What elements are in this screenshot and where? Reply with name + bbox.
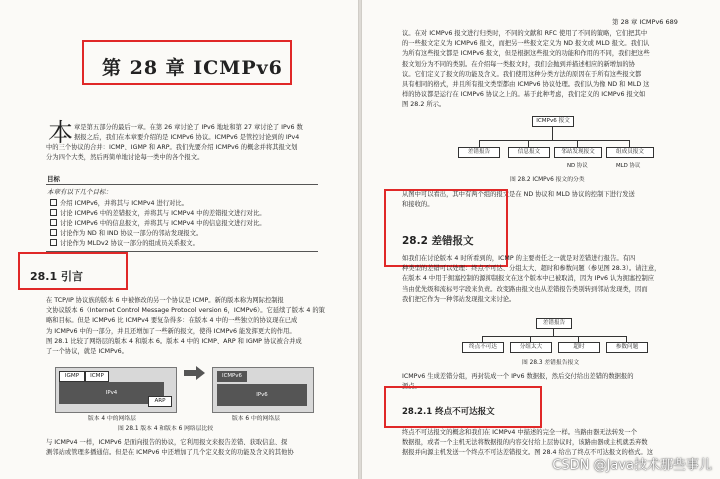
checkbox-icon (50, 219, 57, 226)
v6-layer-panel (212, 367, 314, 413)
ipv6-box: IPv6 (217, 384, 307, 406)
fig2-connector (629, 140, 630, 147)
text-line: 为所有这些报文都是 ICMPv6 报文，但是根据这些报文的功能和作用的不同，我们把这些 (402, 50, 650, 58)
objective-item: 讨论作为 MLDv2 协议一部分的组成员关系报文。 (50, 239, 199, 248)
checkbox-icon (50, 209, 57, 216)
section-paragraph (402, 254, 660, 305)
text-line: 据报并向源主机发送一个终点不可达差错报文。图 28.4 给出了终点不可达报文的格式。这 (402, 449, 654, 457)
v4-label: 版本 4 中的网络层 (88, 416, 136, 422)
text-line: 报文划分为不同的类别。在介绍每一类报文时，我们会抛到并描述相应的新增加的协 (402, 60, 635, 68)
fig2-child: 组成员报文 (606, 147, 654, 158)
checkbox-icon (50, 239, 57, 246)
csdn-watermark: CSDN @Java技术那些事儿 (552, 458, 712, 473)
objective-item: 讨论 ICMPv6 中的差错报文，并将其与 ICMPv4 中的差错报文进行对比。 (50, 209, 266, 218)
fig2-connector (479, 140, 629, 141)
objectives-title: 目标 (47, 175, 60, 183)
figure-caption: 图 28.1 版本 4 和版本 6 网络层比较 (118, 426, 214, 432)
objective-item: 介绍 ICMPv6，并将其与 ICMPv4 进行对比。 (50, 199, 188, 208)
v4-layer-panel (55, 367, 177, 413)
right-page (362, 0, 720, 479)
text-line: 与 ICMPv4 一样，ICMPv6 是面向报告的协议，它利用报文来报告差错、获取信息、探 (46, 439, 288, 446)
igmp-box: IGMP (59, 371, 85, 382)
top-paragraph (402, 29, 650, 111)
intro-line: 据报之后，我们在本章要介绍的是 ICMPv6 协议。ICMPv6 是管控讨论到的 IPv4 (74, 134, 300, 142)
section-title: 28.1 引言 (30, 270, 83, 283)
fig2-connector (479, 140, 480, 147)
v6-label: 版本 6 中的网络层 (232, 416, 280, 422)
text-line: 了一个协议，就是 ICMPv6。 (46, 348, 128, 356)
intro-rest-lines (46, 143, 297, 163)
checkbox-icon (50, 199, 57, 206)
subsection-title: 28.2.1 终点不可达报文 (402, 407, 495, 417)
icmpv6-box: ICMPv6 (217, 371, 247, 382)
intro-line: 章是第五部分的最后一章。在第 26 章讨论了 IPv6 地址和第 27 章讨论了 IPv6 数 (74, 124, 303, 131)
text-line: 测邻站或管理多播通信。但是在 ICMPv6 中还增加了几个定义报文的功能及含义的其他协 (46, 449, 294, 457)
section-title: 28.2 差错报文 (402, 235, 474, 247)
fig3-child: 终点不可达 (462, 342, 504, 353)
text-line: 为 ICMPv6 中的一部分，并且还增加了一些新的报文，使得 ICMPv6 能发挥更大的作用。 (46, 327, 296, 335)
text-line: 如我们在讨论版本 4 时所看到的，ICMP 的主要责任之一就是对差错进行报告。有四 (402, 255, 636, 262)
objective-item: 讨论 ICMPv6 中的信息报文，并将其与 ICMPv4 中的信息报文进行对比。 (50, 219, 266, 228)
fig2-note: MLD 协议 (616, 163, 641, 169)
arrow-shaft (184, 370, 196, 376)
section-paragraph (46, 296, 325, 357)
arrow-right-icon (196, 366, 205, 380)
text-line: 图 28.1 比较了网络层的版本 4 和版本 6。版本 4 中的 ICMP、ARP 和 IGMP 协议被合并成 (46, 337, 302, 345)
text-line: 当由优先级和流标号字段来负责。改变路由报文也从差错报告类别转到邻站发现类，因而 (402, 285, 648, 293)
fig2-connector (577, 140, 578, 147)
text-line: 略和目标。但是 ICMPv6 比 ICMPv4 要复杂得多：在版本 4 中的一些独立的协议现在已成 (46, 317, 298, 325)
text-line: 种类型的差错可以处理：终点不可达、分组太大、超时和参数问题（参见图 28.3）。请注意， (402, 265, 661, 273)
text-line: 和接收的。 (402, 201, 434, 209)
intro-line: 分为四个大类，然后再简单地讨论每一类中的各个报文。 (46, 154, 204, 162)
icmp-box: ICMP (85, 371, 109, 382)
fig3-connector (553, 328, 554, 336)
text-line: 图 28.2 所示。 (402, 101, 446, 109)
fig2-connector (528, 140, 529, 147)
left-page (0, 0, 358, 479)
text-line: 在版本 4 中用于拥塞控制的源抑制报文在这个版本中已被取消，因为 IPv6 认为拥塞控制应 (402, 275, 655, 283)
fig3-child: 分组太大 (510, 342, 552, 353)
fig3-connector (482, 336, 626, 337)
text-line: 在 TCP/IP 协议族的版本 6 中被修改的另一个协议是 ICMP。新的版本称为网际控制报 (46, 297, 284, 304)
fig2-caption: 图 28.2 ICMPv6 报文的分类 (510, 177, 585, 183)
text-line: 文协议版本 6（Internet Control Message Protocol version 6，ICMPv6）。它延续了版本 4 的策 (46, 307, 325, 315)
dropcap: 本 (48, 118, 74, 147)
fig3-child: 参数问题 (606, 342, 648, 353)
ipv4-box: IPv4 (59, 382, 164, 404)
arp-box: ARP (148, 396, 172, 407)
objectives-lead: 本章有以下几个目标： (47, 188, 112, 196)
text-line: 我们把它作为一种邻站发现报文来讨论。 (402, 295, 516, 303)
text-line: 议。在对 ICMPv6 报文进行归类时，不同的文献和 RFC 使用了不同的策略，它们把其中 (402, 30, 648, 37)
bottom-paragraph (46, 438, 294, 458)
intro-first-lines (74, 123, 303, 143)
chapter-title: 第 28 章 ICMPv6 (102, 57, 283, 79)
fig2-child: 差错报告 (458, 147, 500, 158)
fig2-child: 邻站发现报文 (554, 147, 602, 158)
text-line: 具有相同的格式，并且所有报文类型都由 ICMPv6 协议处理。我们认为像 ND 和 MLD 这 (402, 81, 650, 89)
text-line: 样的协议都是运行在 ICMPv6 协议之上的。基于此种考虑，我们定义的 ICMPv6 报文如 (402, 91, 646, 99)
checkbox-icon (50, 229, 57, 236)
intro-line: 中的三个协议的合并：ICMP、IGMP 和 ARP。我们先要介绍 ICMPv6 的概念并将其报文划 (46, 144, 298, 151)
fig3-caption: 图 28.3 差错报告报文 (522, 360, 580, 366)
fig2-note: ND 协议 (567, 163, 588, 169)
running-header: 第 28 章 ICMPv6 689 (612, 18, 678, 26)
text-line: 源点。 (402, 383, 421, 391)
text-line: ICMPv6 生成差错分组，再封装成一个 IPv6 数据报，然后交付给出差错的数据报的 (402, 373, 634, 380)
fig2-connector (552, 126, 553, 140)
text-line: 从图中可以看出，其中有两个组的报文是在 ND 协议和 MLD 协议的控制下进行发送 (402, 191, 635, 198)
objective-item: 讨论作为 ND 和 IND 协议一部分的邻站发现报文。 (50, 229, 202, 238)
text-line: 数据报，或者一个主机无法将数据报的内容交付给上层协议时，该路由器或主机就丢弃数 (402, 439, 648, 447)
fig2-child: 信息报文 (508, 147, 550, 158)
text-line: 的一些报文定义为 ICMPv6 报文，而把另一些报文定义为 ND 报文或 MLD 报文。我们认 (402, 40, 650, 48)
fig3-child: 超时 (558, 342, 600, 353)
text-line: 终点不可达报文的概念和我们在 ICMPv4 中描述的完全一样。当路由器无法转发一个 (402, 429, 638, 436)
fig2-root: ICMPv6 报文 (532, 116, 574, 127)
text-line: 议。它们定义了报文的功能及含义。我们使用这种分类方法的原因在于所有这些报文都 (402, 70, 642, 78)
fig3-root: 差错报告 (536, 318, 572, 329)
objectives-rule (46, 184, 318, 185)
